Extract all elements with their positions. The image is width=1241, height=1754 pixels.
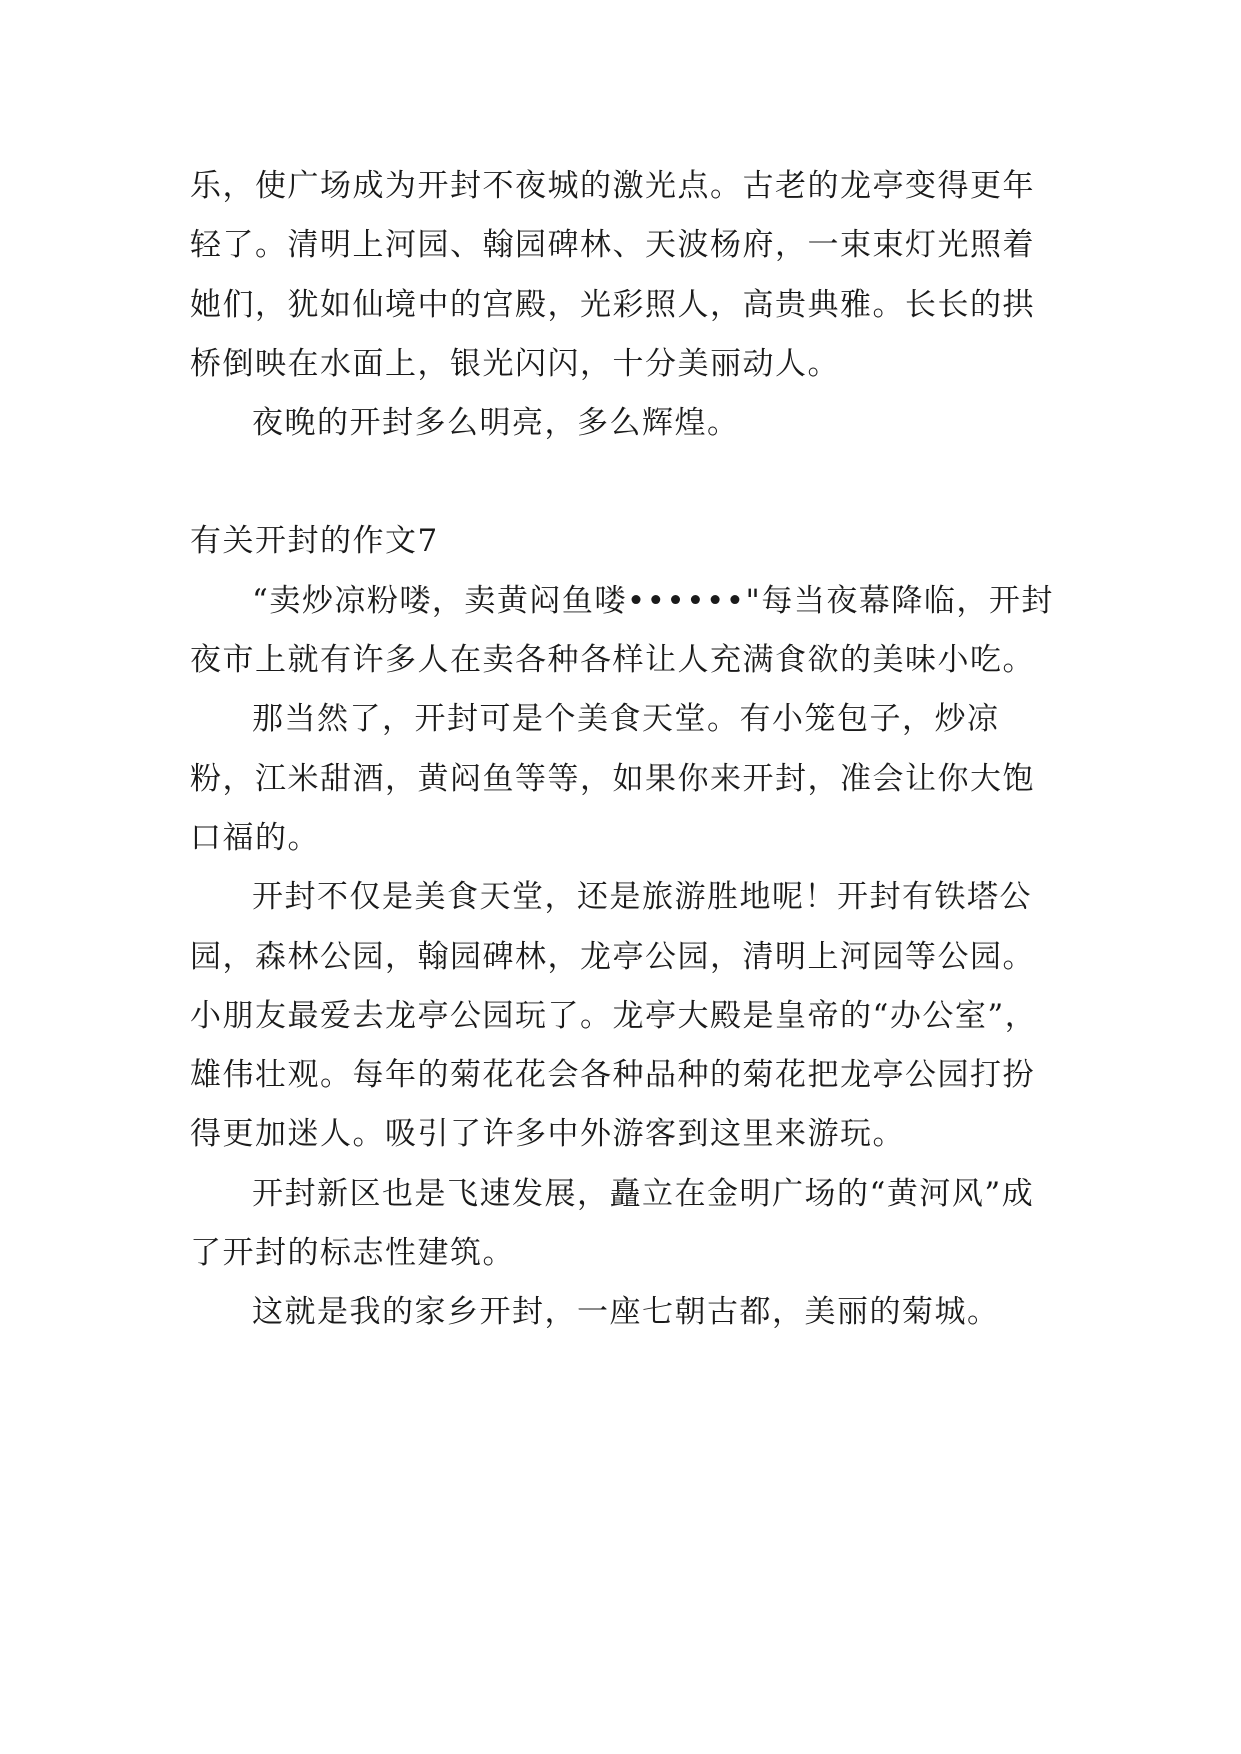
continued-paragraph: 乐，使广场成为开封不夜城的激光点。古老的龙亭变得更年轻了。清明上河园、翰园碑林、天波杨府，一束束灯光照着她们，犹如仙境中的宫殿，光彩照人，高贵典雅。长长的拱桥倒映在水面上，银光闪闪，十分美丽动人。 <box>190 168 1035 382</box>
paragraph: 开封新区也是飞速发展，矗立在金明广场的“黄河风”成了开封的标志性建筑。 <box>190 1175 1035 1272</box>
paragraph: 夜晚的开封多么明亮，多么辉煌。 <box>252 405 740 442</box>
document-body <box>190 157 1060 1343</box>
paragraph: 这就是我的家乡开封，一座七朝古都，美丽的菊城。 <box>252 1294 1000 1331</box>
paragraph: “卖炒凉粉喽，卖黄闷鱼喽••••••"每当夜幕降临，开封夜市上就有许多人在卖各种各样让人充满食欲的美味小吃。 <box>190 582 1054 679</box>
paragraph: 开封不仅是美食天堂，还是旅游胜地呢！开封有铁塔公园，森林公园，翰园碑林，龙亭公园，清明上河园等公园。小朋友最爱去龙亭公园玩了。龙亭大殿是皇帝的“办公室”，雄伟壮观。每年的菊花花会各种品种的菊花把龙亭公园打扮得更加迷人。吸引了许多中外游客到这里来游玩。 <box>190 879 1038 1153</box>
section-heading: 有关开封的作文7 <box>190 523 439 560</box>
paragraph: 那当然了，开封可是个美食天堂。有小笼包子，炒凉粉，江米甜酒，黄闷鱼等等，如果你来开封，准会让你大饱口福的。 <box>190 701 1035 856</box>
